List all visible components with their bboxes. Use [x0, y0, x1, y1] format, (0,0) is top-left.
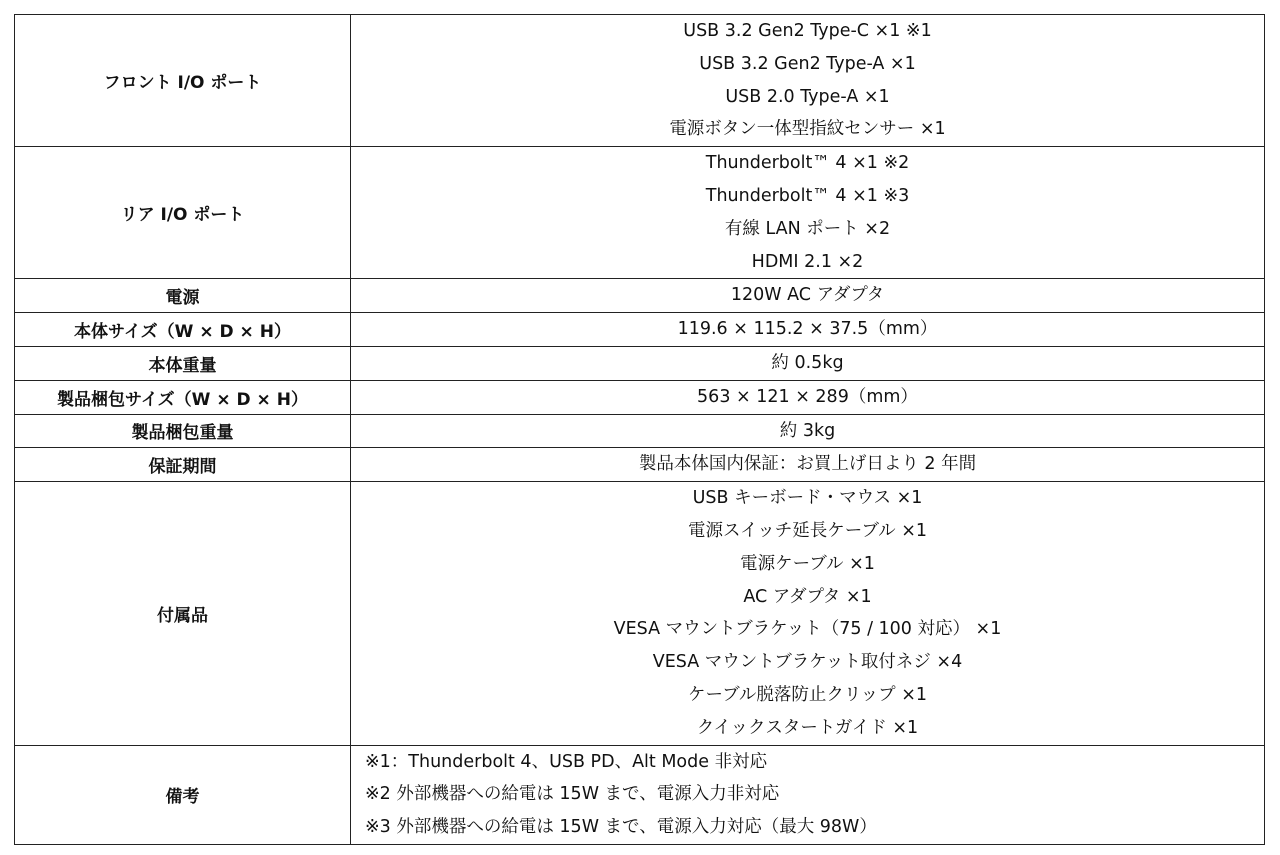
spec-value-line: Thunderbolt™ 4 ×1 ※3 [705, 185, 910, 206]
spec-label: リア I/O ポート [15, 147, 351, 279]
spec-row [15, 346, 1265, 380]
spec-row [15, 482, 1265, 745]
spec-label: 本体重量 [15, 346, 351, 380]
spec-value [351, 482, 1265, 745]
spec-value [351, 448, 1265, 482]
spec-value-line: 電源ボタン一体型指紋センサー ×1 [669, 119, 946, 140]
spec-value-line: 563 × 121 × 289（mm） [697, 386, 918, 407]
spec-label: 保証期間 [15, 448, 351, 482]
spec-value-line: 有線 LAN ポート ×2 [724, 218, 891, 239]
spec-value-line: AC アダプタ ×1 [743, 586, 872, 607]
spec-value-line: HDMI 2.1 ×2 [751, 251, 864, 272]
spec-value-line: 製品本体国内保証：お買上げ日より 2 年間 [638, 454, 977, 475]
note-line: ※3 外部機器への給電は 15W まで、電源入力対応（最大 98W） [365, 817, 877, 838]
spec-value [351, 15, 1265, 147]
spec-value-line: VESA マウントブラケット（75 / 100 対応） ×1 [613, 619, 1002, 640]
spec-row [15, 15, 1265, 147]
spec-value-line: 電源スイッチ延長ケーブル ×1 [687, 520, 928, 541]
spec-label: フロント I/O ポート [15, 15, 351, 147]
spec-value-line: Thunderbolt™ 4 ×1 ※2 [705, 153, 910, 174]
spec-row [15, 279, 1265, 313]
spec-value [351, 279, 1265, 313]
spec-value-line: USB 3.2 Gen2 Type-C ×1 ※1 [683, 21, 932, 41]
spec-value-line: USB 2.0 Type-A ×1 [725, 86, 890, 107]
spec-label: 備考 [15, 745, 351, 844]
spec-row [15, 313, 1265, 347]
spec-label: 製品梱包重量 [15, 414, 351, 448]
spec-value-line: ケーブル脱落防止クリップ ×1 [687, 684, 928, 705]
spec-row [15, 147, 1265, 279]
spec-label: 本体サイズ（W × D × H） [15, 313, 351, 347]
spec-label: 電源 [15, 279, 351, 313]
spec-value-line: VESA マウントブラケット取付ネジ ×4 [652, 652, 963, 673]
spec-row [15, 745, 1265, 844]
spec-value-line: 電源ケーブル ×1 [740, 553, 875, 574]
spec-value-line: USB キーボード・マウス ×1 [692, 488, 923, 509]
spec-table [14, 14, 1265, 845]
spec-value-line: 約 3kg [779, 420, 836, 441]
spec-value-line: クイックスタートガイド ×1 [696, 717, 919, 738]
spec-row [15, 380, 1265, 414]
spec-value [351, 313, 1265, 347]
spec-value [351, 346, 1265, 380]
spec-row [15, 448, 1265, 482]
spec-value [351, 380, 1265, 414]
spec-value-line: 119.6 × 115.2 × 37.5（mm） [677, 319, 938, 340]
spec-value [351, 414, 1265, 448]
spec-value [351, 147, 1265, 279]
note-line: ※1：Thunderbolt 4、USB PD、Alt Mode 非対応 [365, 751, 768, 772]
note-line: ※2 外部機器への給電は 15W まで、電源入力非対応 [365, 784, 780, 805]
notes-cell [351, 745, 1265, 844]
spec-value-line: 120W AC アダプタ [730, 285, 885, 306]
spec-row [15, 414, 1265, 448]
spec-value-line: USB 3.2 Gen2 Type-A ×1 [699, 53, 916, 74]
spec-table-body [15, 15, 1265, 845]
spec-value-line: 約 0.5kg [771, 352, 844, 373]
spec-label: 製品梱包サイズ（W × D × H） [15, 380, 351, 414]
spec-label: 付属品 [15, 482, 351, 745]
